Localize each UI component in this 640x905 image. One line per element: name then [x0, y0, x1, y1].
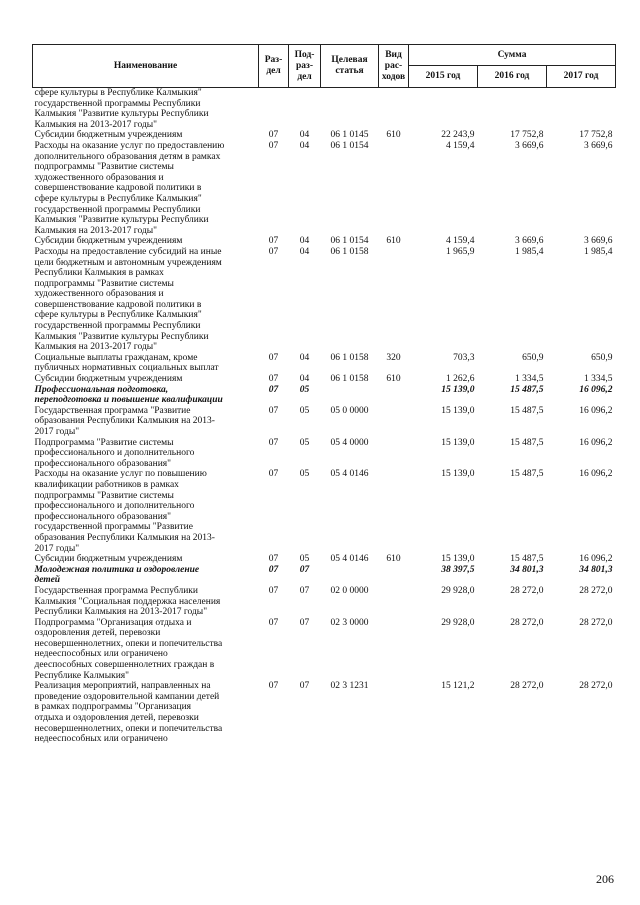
row-value-2015: 1 965,9	[446, 246, 475, 257]
row-subsection: 05	[299, 437, 310, 448]
row-kind	[379, 681, 409, 745]
table-body	[33, 88, 616, 745]
row-section: 07	[268, 246, 279, 257]
header-year-2016: 2016 год	[478, 66, 547, 88]
row-value-2015: 4 159,4	[446, 140, 475, 151]
table-header	[33, 45, 616, 88]
row-subsection: 07	[299, 585, 310, 596]
row-kind: 610	[386, 554, 401, 565]
table-row	[33, 406, 616, 438]
row-value-2017: 28 272,0	[579, 681, 613, 692]
row-target: 06 1 0158	[330, 352, 369, 363]
row-value-2016: 15 487,5	[510, 437, 544, 448]
row-section: 07	[268, 236, 279, 247]
row-section: 07	[268, 384, 279, 395]
row-value-2015: 15 139,0	[441, 405, 475, 416]
row-value-2017: 16 096,2	[579, 469, 613, 480]
row-kind	[379, 618, 409, 682]
row-section: 07	[268, 140, 279, 151]
row-subsection: 04	[299, 374, 310, 385]
row-value-2016: 1 334,5	[515, 374, 544, 385]
row-value-2016: 28 272,0	[510, 681, 544, 692]
row-value-2015: 38 397,5	[441, 564, 475, 575]
header-target: Целевая статья	[321, 45, 379, 88]
row-section: 07	[268, 352, 279, 363]
row-name: Подпрограмма "Развитие системы профессионального и дополнительного профессионального образования"	[34, 437, 195, 469]
row-name: Субсидии бюджетным учреждениям	[34, 130, 183, 141]
row-target	[321, 385, 379, 406]
row-value-2017: 34 801,3	[579, 564, 613, 575]
row-value-2017: 28 272,0	[579, 585, 613, 596]
row-value-2017: 650,9	[591, 352, 613, 363]
row-target: 06 1 0145	[330, 130, 369, 141]
row-name: Реализация мероприятий, направленных на проведение оздоровительной кампании детей в рамках подпрограммы "Организация отдыха и оздоровления детей, перевозки несовершеннолетних, опеки и попечительства недееспособных или ограничено	[34, 681, 223, 745]
row-value-2017: 16 096,2	[579, 437, 613, 448]
table-row	[33, 469, 616, 554]
row-value-2017: 16 096,2	[579, 384, 613, 395]
row-value-2015: 15 139,0	[441, 469, 475, 480]
row-subsection: 07	[299, 564, 310, 575]
row-target	[321, 88, 379, 131]
row-kind	[379, 586, 409, 618]
row-kind: 610	[386, 236, 401, 247]
row-subsection: 04	[299, 236, 310, 247]
page-number: 206	[596, 872, 614, 886]
row-name: Государственная программа "Развитие образования Республики Калмыкия на 2013- 2017 годы"	[34, 405, 215, 437]
row-name: Государственная программа Республики Калмыкия "Социальная поддержка населения Республики Калмыкия на 2013-2017 годы"	[34, 585, 221, 618]
row-name: сфере культуры в Республике Калмыкия" государственной программы Республики Калмыкия "Развитие культуры Республики Калмыкия на 2013-2017 годы"	[34, 88, 209, 130]
row-kind: 320	[386, 352, 401, 363]
table-row	[33, 236, 616, 247]
row-target: 05 0 0000	[330, 405, 369, 416]
budget-table-sheet	[32, 44, 616, 745]
row-section: 07	[268, 554, 279, 565]
row-target: 05 4 0000	[330, 437, 369, 448]
row-name: Молодежная политика и оздоровление детей	[34, 564, 200, 586]
row-section: 07	[268, 405, 279, 416]
header-name: Наименование	[33, 45, 259, 88]
row-kind	[379, 565, 409, 586]
row-name: Субсидии бюджетным учреждениям	[34, 374, 183, 385]
row-value-2016: 17 752,8	[510, 130, 544, 141]
row-name: Социальные выплаты гражданам, кроме публичных нормативных социальных выплат	[34, 352, 219, 374]
row-value-2017: 3 669,6	[584, 236, 613, 247]
row-section: 07	[268, 681, 279, 692]
row-target: 06 1 0154	[330, 140, 369, 151]
row-value-2016	[478, 88, 547, 131]
row-value-2017: 17 752,8	[579, 130, 613, 141]
row-target: 02 3 0000	[330, 617, 369, 628]
row-subsection	[289, 88, 321, 131]
table-row	[33, 374, 616, 385]
row-section	[259, 88, 289, 131]
row-value-2016: 15 487,5	[510, 554, 544, 565]
row-value-2016: 28 272,0	[510, 585, 544, 596]
row-value-2017: 16 096,2	[579, 405, 613, 416]
row-name: Расходы на предоставление субсидий на иные цели бюджетным и автономным учреждениям Республики Калмыкия в рамках подпрограммы "Развитие системы художественного образования и совершенствование кадровой политики в сфере культуры в Республике Калмыкия" государственной программы Республики Калмыкия "Развитие культуры Республики Калмыкия на 2013-2017 годы"	[34, 246, 222, 353]
row-value-2016: 15 487,5	[510, 405, 544, 416]
row-value-2015: 703,3	[453, 352, 475, 363]
row-value-2016: 28 272,0	[510, 617, 544, 628]
row-value-2015: 4 159,4	[446, 236, 475, 247]
row-kind: 610	[386, 130, 401, 141]
row-subsection: 07	[299, 617, 310, 628]
row-kind	[379, 88, 409, 131]
row-kind	[379, 247, 409, 353]
table-row	[33, 618, 616, 682]
table-row	[33, 353, 616, 374]
row-value-2017: 1 985,4	[584, 246, 613, 257]
header-year-2017: 2017 год	[547, 66, 616, 88]
row-section: 07	[268, 469, 279, 480]
table-row	[33, 88, 616, 131]
row-name: Расходы на оказание услуг по повышению квалификации работников в рамках подпрограммы "Развитие системы профессионального и дополнительного профессионального образования" государственной программы "Развитие образования Республики Калмыкия на 2013- 2017 годы"	[34, 469, 215, 554]
row-value-2016: 3 669,6	[515, 140, 544, 151]
row-target: 02 0 0000	[330, 585, 369, 596]
row-value-2015: 15 139,0	[441, 437, 475, 448]
row-value-2015: 15 121,2	[441, 681, 475, 692]
table-row	[33, 247, 616, 353]
row-value-2015: 29 928,0	[441, 585, 475, 596]
row-section: 07	[268, 130, 279, 141]
table-row	[33, 586, 616, 618]
table-row	[33, 130, 616, 141]
table-row	[33, 554, 616, 565]
header-subsection: Под- раз- дел	[289, 45, 321, 88]
row-value-2016: 34 801,3	[510, 564, 544, 575]
row-value-2015: 1 262,6	[446, 374, 475, 385]
row-value-2017	[547, 88, 616, 131]
row-name: Профессиональная подготовка, переподготовка и повышение квалификации	[34, 384, 223, 406]
row-subsection: 05	[299, 384, 310, 395]
row-section: 07	[268, 437, 279, 448]
row-section: 07	[268, 564, 279, 575]
row-target: 06 1 0154	[330, 236, 369, 247]
row-subsection: 04	[299, 246, 310, 257]
table-row	[33, 385, 616, 406]
row-value-2016: 15 487,5	[510, 384, 544, 395]
row-subsection: 05	[299, 405, 310, 416]
row-section: 07	[268, 374, 279, 385]
row-value-2015: 22 243,9	[441, 130, 475, 141]
table-row	[33, 438, 616, 470]
row-value-2015: 15 139,0	[441, 554, 475, 565]
row-value-2015: 29 928,0	[441, 617, 475, 628]
row-name: Подпрограмма "Организация отдыха и оздоровления детей, перевозки несовершеннолетних, опеки и попечительства недееспособных или ограничено дееспособных совершеннолетних граждан в Республике Калмыкия"	[34, 617, 223, 681]
row-kind	[379, 469, 409, 554]
row-subsection: 04	[299, 140, 310, 151]
row-target: 06 1 0158	[330, 374, 369, 385]
row-kind	[379, 385, 409, 406]
row-kind	[379, 406, 409, 438]
row-kind	[379, 141, 409, 236]
row-value-2016: 650,9	[522, 352, 544, 363]
row-section: 07	[268, 617, 279, 628]
row-name: Субсидии бюджетным учреждениям	[34, 554, 183, 565]
header-section: Раз- дел	[259, 45, 289, 88]
row-value-2016: 15 487,5	[510, 469, 544, 480]
table-row	[33, 565, 616, 586]
row-section: 07	[268, 585, 279, 596]
table-row	[33, 681, 616, 745]
row-subsection: 07	[299, 681, 310, 692]
row-value-2017: 28 272,0	[579, 617, 613, 628]
row-value-2016: 3 669,6	[515, 236, 544, 247]
row-kind: 610	[386, 374, 401, 385]
row-subsection: 04	[299, 352, 310, 363]
row-subsection: 05	[299, 554, 310, 565]
row-subsection: 04	[299, 130, 310, 141]
row-target: 05 4 0146	[330, 554, 369, 565]
row-value-2017: 1 334,5	[584, 374, 613, 385]
row-value-2017: 16 096,2	[579, 554, 613, 565]
row-name: Субсидии бюджетным учреждениям	[34, 236, 183, 247]
header-sum: Сумма	[409, 45, 616, 66]
row-target: 05 4 0146	[330, 469, 369, 480]
row-subsection: 05	[299, 469, 310, 480]
row-kind	[379, 438, 409, 470]
row-target	[321, 565, 379, 586]
row-value-2015	[409, 88, 478, 131]
row-target: 02 3 1231	[330, 681, 369, 692]
row-value-2017: 3 669,6	[584, 140, 613, 151]
budget-table	[32, 44, 616, 745]
row-value-2016: 1 985,4	[515, 246, 544, 257]
header-kind: Вид рас- ходов	[379, 45, 409, 88]
row-name: Расходы на оказание услуг по предоставлению дополнительного образования детям в рамках подпрограммы "Развитие системы художественного образования и совершенствование кадровой политики в сфере культуры в Республике Калмыкия" государственной программы Республики Калмыкия "Развитие культуры Республики Калмыкия на 2013-2017 годы"	[34, 140, 225, 236]
header-year-2015: 2015 год	[409, 66, 478, 88]
row-target: 06 1 0158	[330, 246, 369, 257]
row-value-2015: 15 139,0	[441, 384, 475, 395]
table-row	[33, 141, 616, 236]
